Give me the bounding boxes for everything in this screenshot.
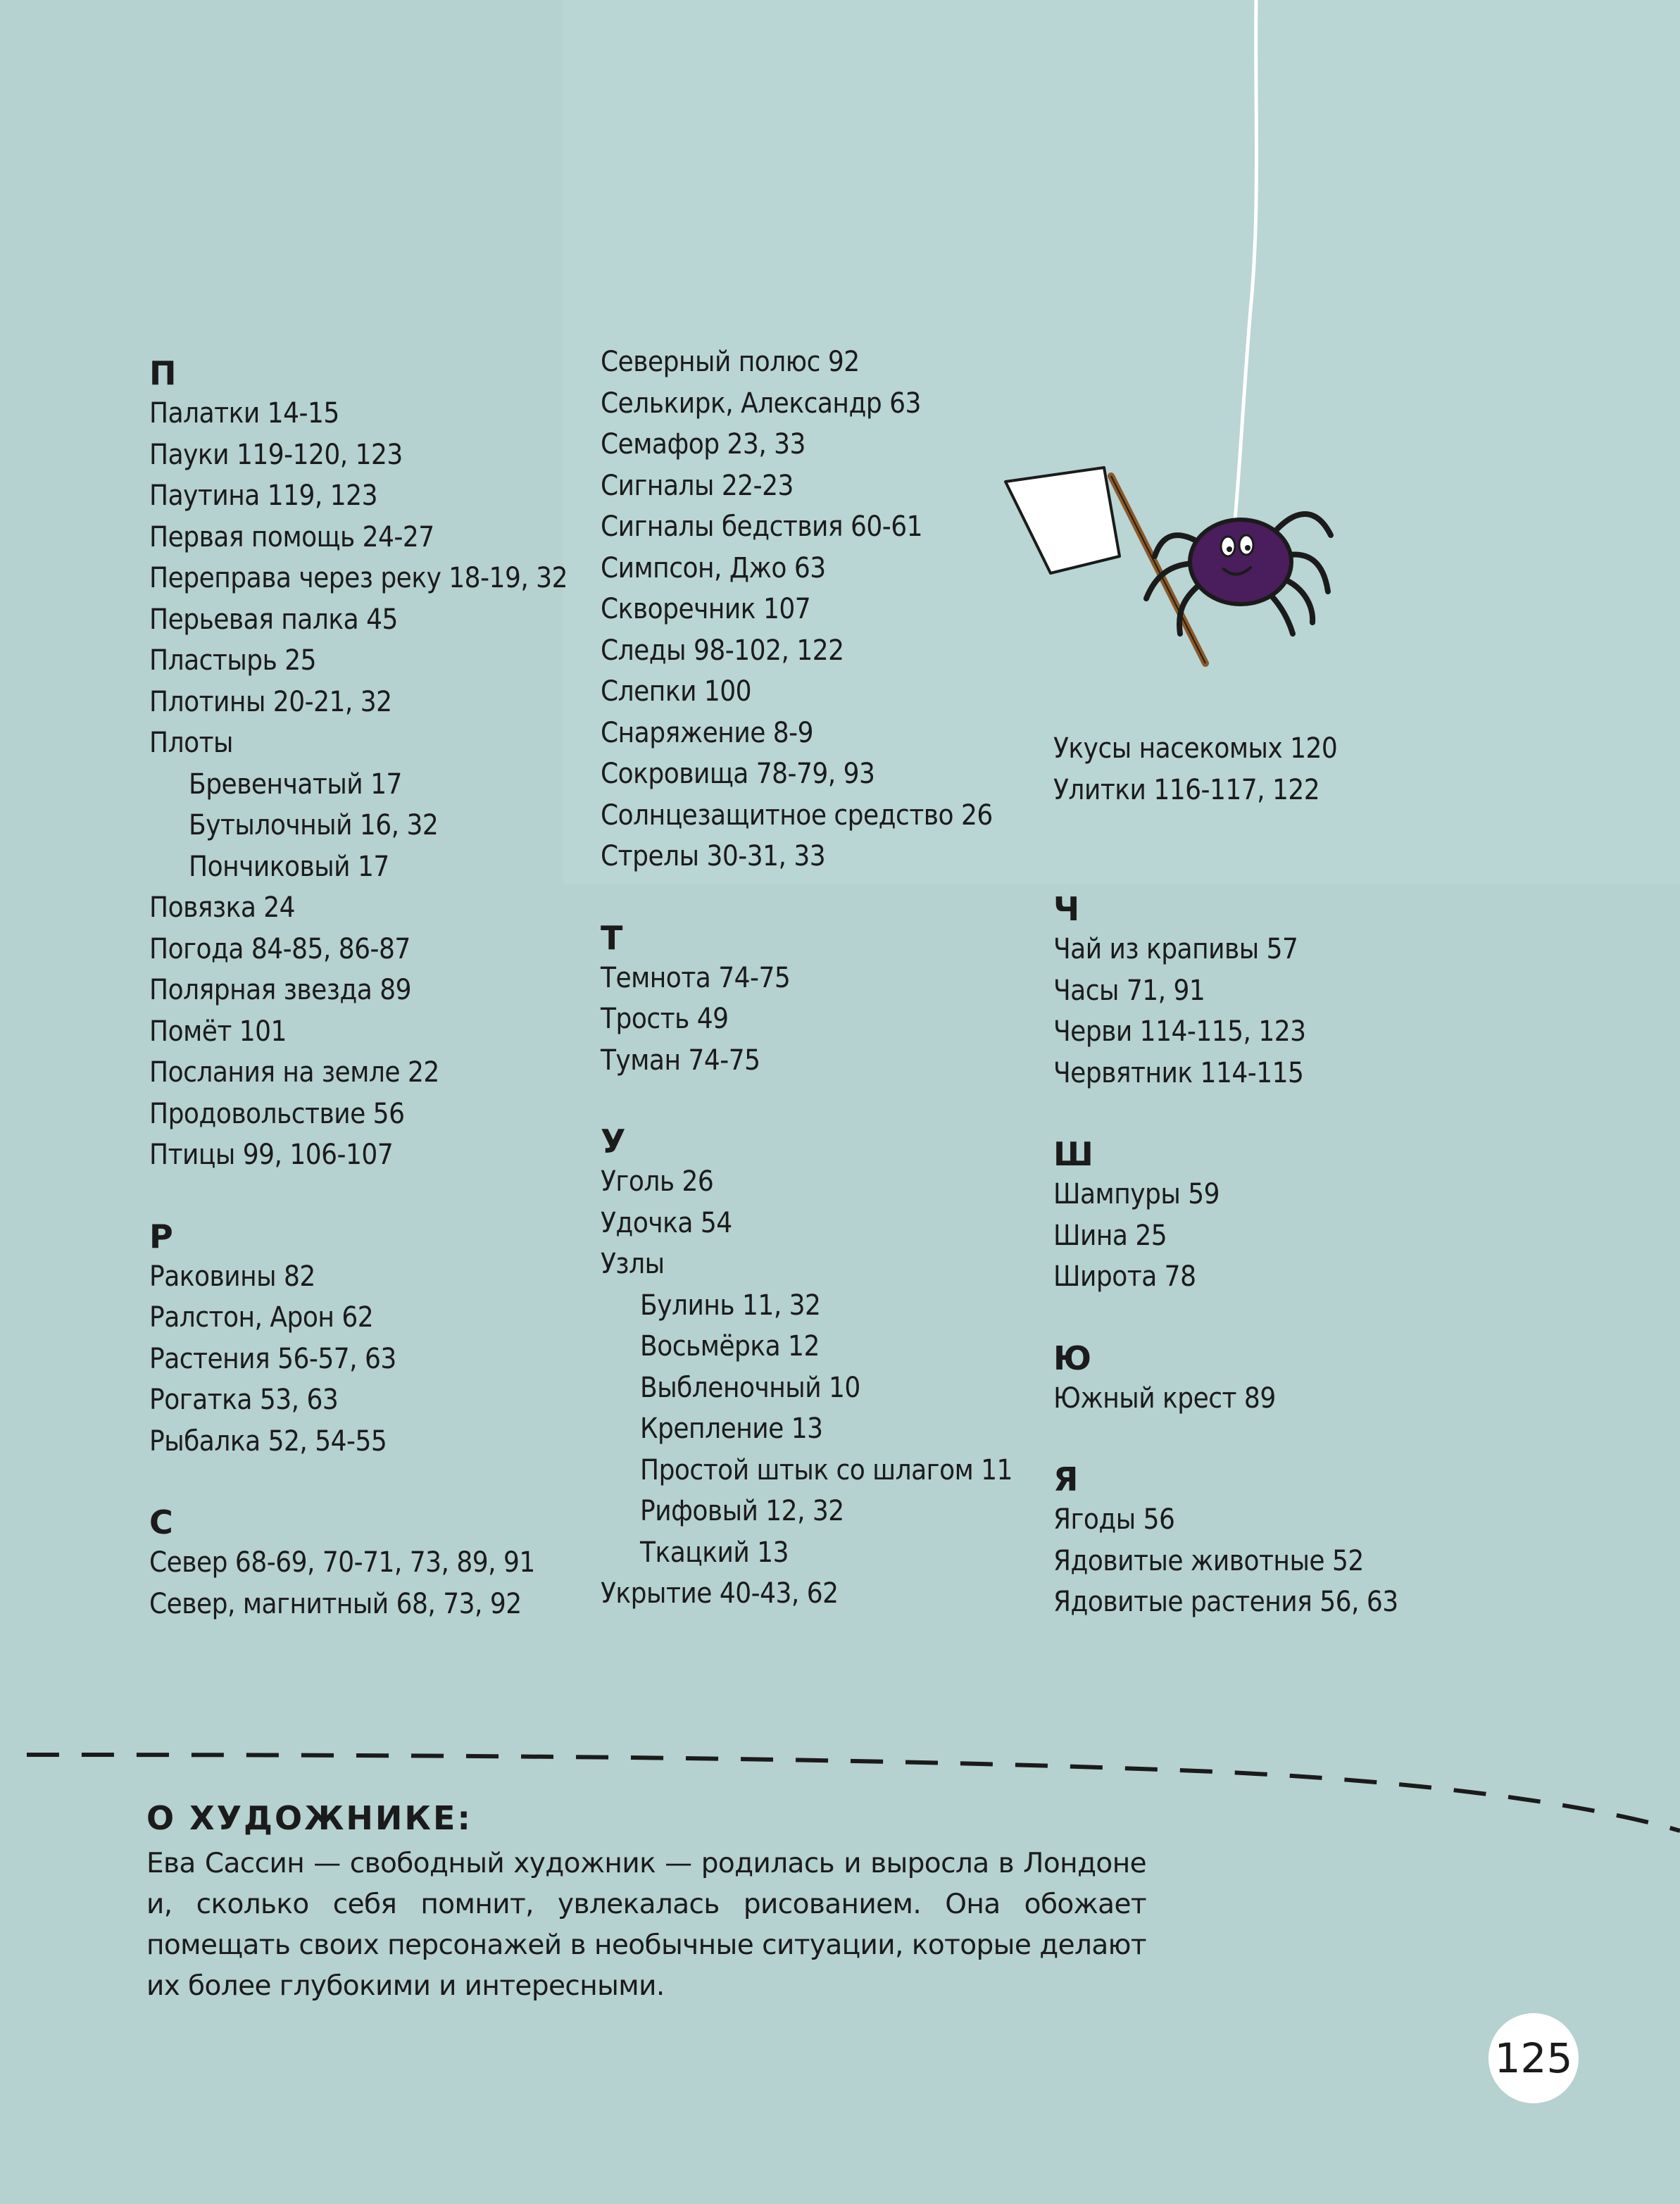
index-letter-heading: Я (1053, 1460, 1079, 1498)
index-entry: Повязка 24 (149, 891, 296, 924)
index-entry: Трость 49 (601, 1003, 729, 1035)
index-entry: Первая помощь 24-27 (149, 520, 434, 553)
index-entry: Птицы 99, 106-107 (149, 1139, 394, 1171)
index-entry: Продовольствие 56 (149, 1097, 405, 1130)
index-entry: Рогатка 53, 63 (149, 1384, 339, 1416)
section-gap (149, 1176, 568, 1217)
index-entry: Часы 71, 91 (1053, 974, 1205, 1007)
index-column-3 (1053, 889, 1398, 1623)
index-entry: Черви 114-115, 123 (1053, 1015, 1306, 1048)
section-gap (1053, 1298, 1398, 1339)
section-gap (601, 877, 1013, 918)
index-letter-heading: У (601, 1122, 626, 1160)
index-subentry: Восьмёрка 12 (640, 1330, 820, 1363)
index-entry: Палатки 14-15 (149, 397, 339, 430)
index-letter-heading: Т (601, 918, 623, 957)
page-number: 125 (1494, 2034, 1573, 2082)
about-artist-text: Ева Сассин — свободный художник — родилась и выросла в Лондоне и, сколько себя помнит, увлекалась рисованием. Она обожает помещать своих персонажей в необычные ситуации, которые делают их более глубокими и интересными. (146, 1848, 1146, 2002)
index-entry: Сокровища 78-79, 93 (601, 758, 875, 790)
index-entry: Паутина 119, 123 (149, 480, 377, 512)
index-column-2 (601, 342, 1013, 1615)
section-gap (149, 1462, 568, 1503)
index-entry: Плотины 20-21, 32 (149, 685, 392, 718)
index-entry: Удочка 54 (601, 1206, 732, 1239)
index-subentry: Булинь 11, 32 (640, 1289, 821, 1322)
about-artist-title: О ХУДОЖНИКЕ: (146, 1799, 472, 1837)
section-gap (601, 1081, 1013, 1122)
section-gap (1053, 1419, 1398, 1460)
index-entry: Ралстон, Арон 62 (149, 1301, 374, 1334)
index-entry: Переправа через реку 18-19, 32 (149, 562, 568, 594)
index-entry: Ядовитые животные 52 (1053, 1544, 1364, 1577)
index-entry: Стрелы 30-31, 33 (601, 840, 826, 872)
page-number-badge (1488, 2013, 1579, 2103)
index-entry: Червятник 114-115 (1053, 1056, 1304, 1089)
section-gap (1053, 1094, 1398, 1134)
index-column-3-top (1053, 728, 1337, 810)
index-entry: Снаряжение 8-9 (601, 716, 814, 749)
index-entry: Перьевая палка 45 (149, 603, 398, 636)
index-entry: Укусы насекомых 120 (1053, 732, 1338, 765)
index-entry: Ядовитые растения 56, 63 (1053, 1586, 1398, 1618)
index-entry: Раковины 82 (149, 1260, 315, 1293)
index-entry: Помёт 101 (149, 1015, 287, 1048)
index-entry: Укрытие 40-43, 62 (601, 1577, 839, 1610)
index-entry: Селькирк, Александр 63 (601, 387, 921, 420)
index-entry: Шампуры 59 (1053, 1178, 1220, 1210)
index-entry: Следы 98-102, 122 (601, 634, 844, 667)
index-entry: Симпсон, Джо 63 (601, 551, 826, 584)
index-entry: Ягоды 56 (1053, 1503, 1175, 1536)
index-entry: Послания на земле 22 (149, 1056, 439, 1089)
index-entry: Скворечник 107 (601, 593, 811, 625)
index-entry: Погода 84-85, 86-87 (149, 932, 410, 965)
index-subentry: Крепление 13 (640, 1413, 823, 1445)
index-letter-heading: Ч (1053, 890, 1080, 928)
index-subentry: Выбленочный 10 (640, 1371, 860, 1404)
index-entry: Север, магнитный 68, 73, 92 (149, 1587, 522, 1620)
index-subentry: Бревенчатый 17 (189, 768, 402, 801)
index-entry: Северный полюс 92 (601, 346, 860, 378)
index-entry: Семафор 23, 33 (601, 428, 805, 461)
index-letter-heading: Ю (1053, 1339, 1091, 1377)
index-entry: Пластырь 25 (149, 644, 317, 677)
index-entry: Сигналы бедствия 60-61 (601, 511, 923, 543)
index-entry: Южный крест 89 (1053, 1382, 1276, 1415)
index-entry: Растения 56-57, 63 (149, 1342, 396, 1375)
index-entry: Плоты (149, 727, 233, 759)
index-entry: Уголь 26 (601, 1165, 714, 1198)
index-entry: Солнцезащитное средство 26 (601, 799, 993, 832)
index-letter-heading: Р (149, 1217, 173, 1256)
index-letter-heading: Ш (1053, 1135, 1093, 1173)
index-subentry: Ткацкий 13 (640, 1536, 789, 1569)
index-subentry: Пончиковый 17 (189, 850, 389, 883)
index-entry: Улитки 116-117, 122 (1053, 773, 1320, 806)
index-entry: Север 68-69, 70-71, 73, 89, 91 (149, 1546, 535, 1579)
index-entry: Пауки 119-120, 123 (149, 438, 403, 471)
index-entry: Чай из крапивы 57 (1053, 933, 1298, 965)
index-entry: Сигналы 22-23 (601, 469, 794, 502)
index-entry: Слепки 100 (601, 675, 752, 708)
index-entry: Туман 74-75 (601, 1044, 760, 1077)
index-subentry: Рифовый 12, 32 (640, 1495, 844, 1527)
index-subentry: Простой штык со шлагом 11 (640, 1453, 1013, 1486)
index-subentry: Бутылочный 16, 32 (189, 809, 439, 841)
index-entry: Широта 78 (1053, 1260, 1196, 1293)
index-entry: Узлы (601, 1248, 665, 1280)
index-column-1 (149, 353, 568, 1624)
index-entry: Рыбалка 52, 54-55 (149, 1425, 387, 1458)
index-letter-heading: П (149, 354, 177, 392)
index-entry: Темнота 74-75 (601, 961, 791, 994)
index-entry: Шина 25 (1053, 1219, 1167, 1252)
index-entry: Полярная звезда 89 (149, 974, 412, 1006)
index-letter-heading: С (149, 1503, 173, 1541)
